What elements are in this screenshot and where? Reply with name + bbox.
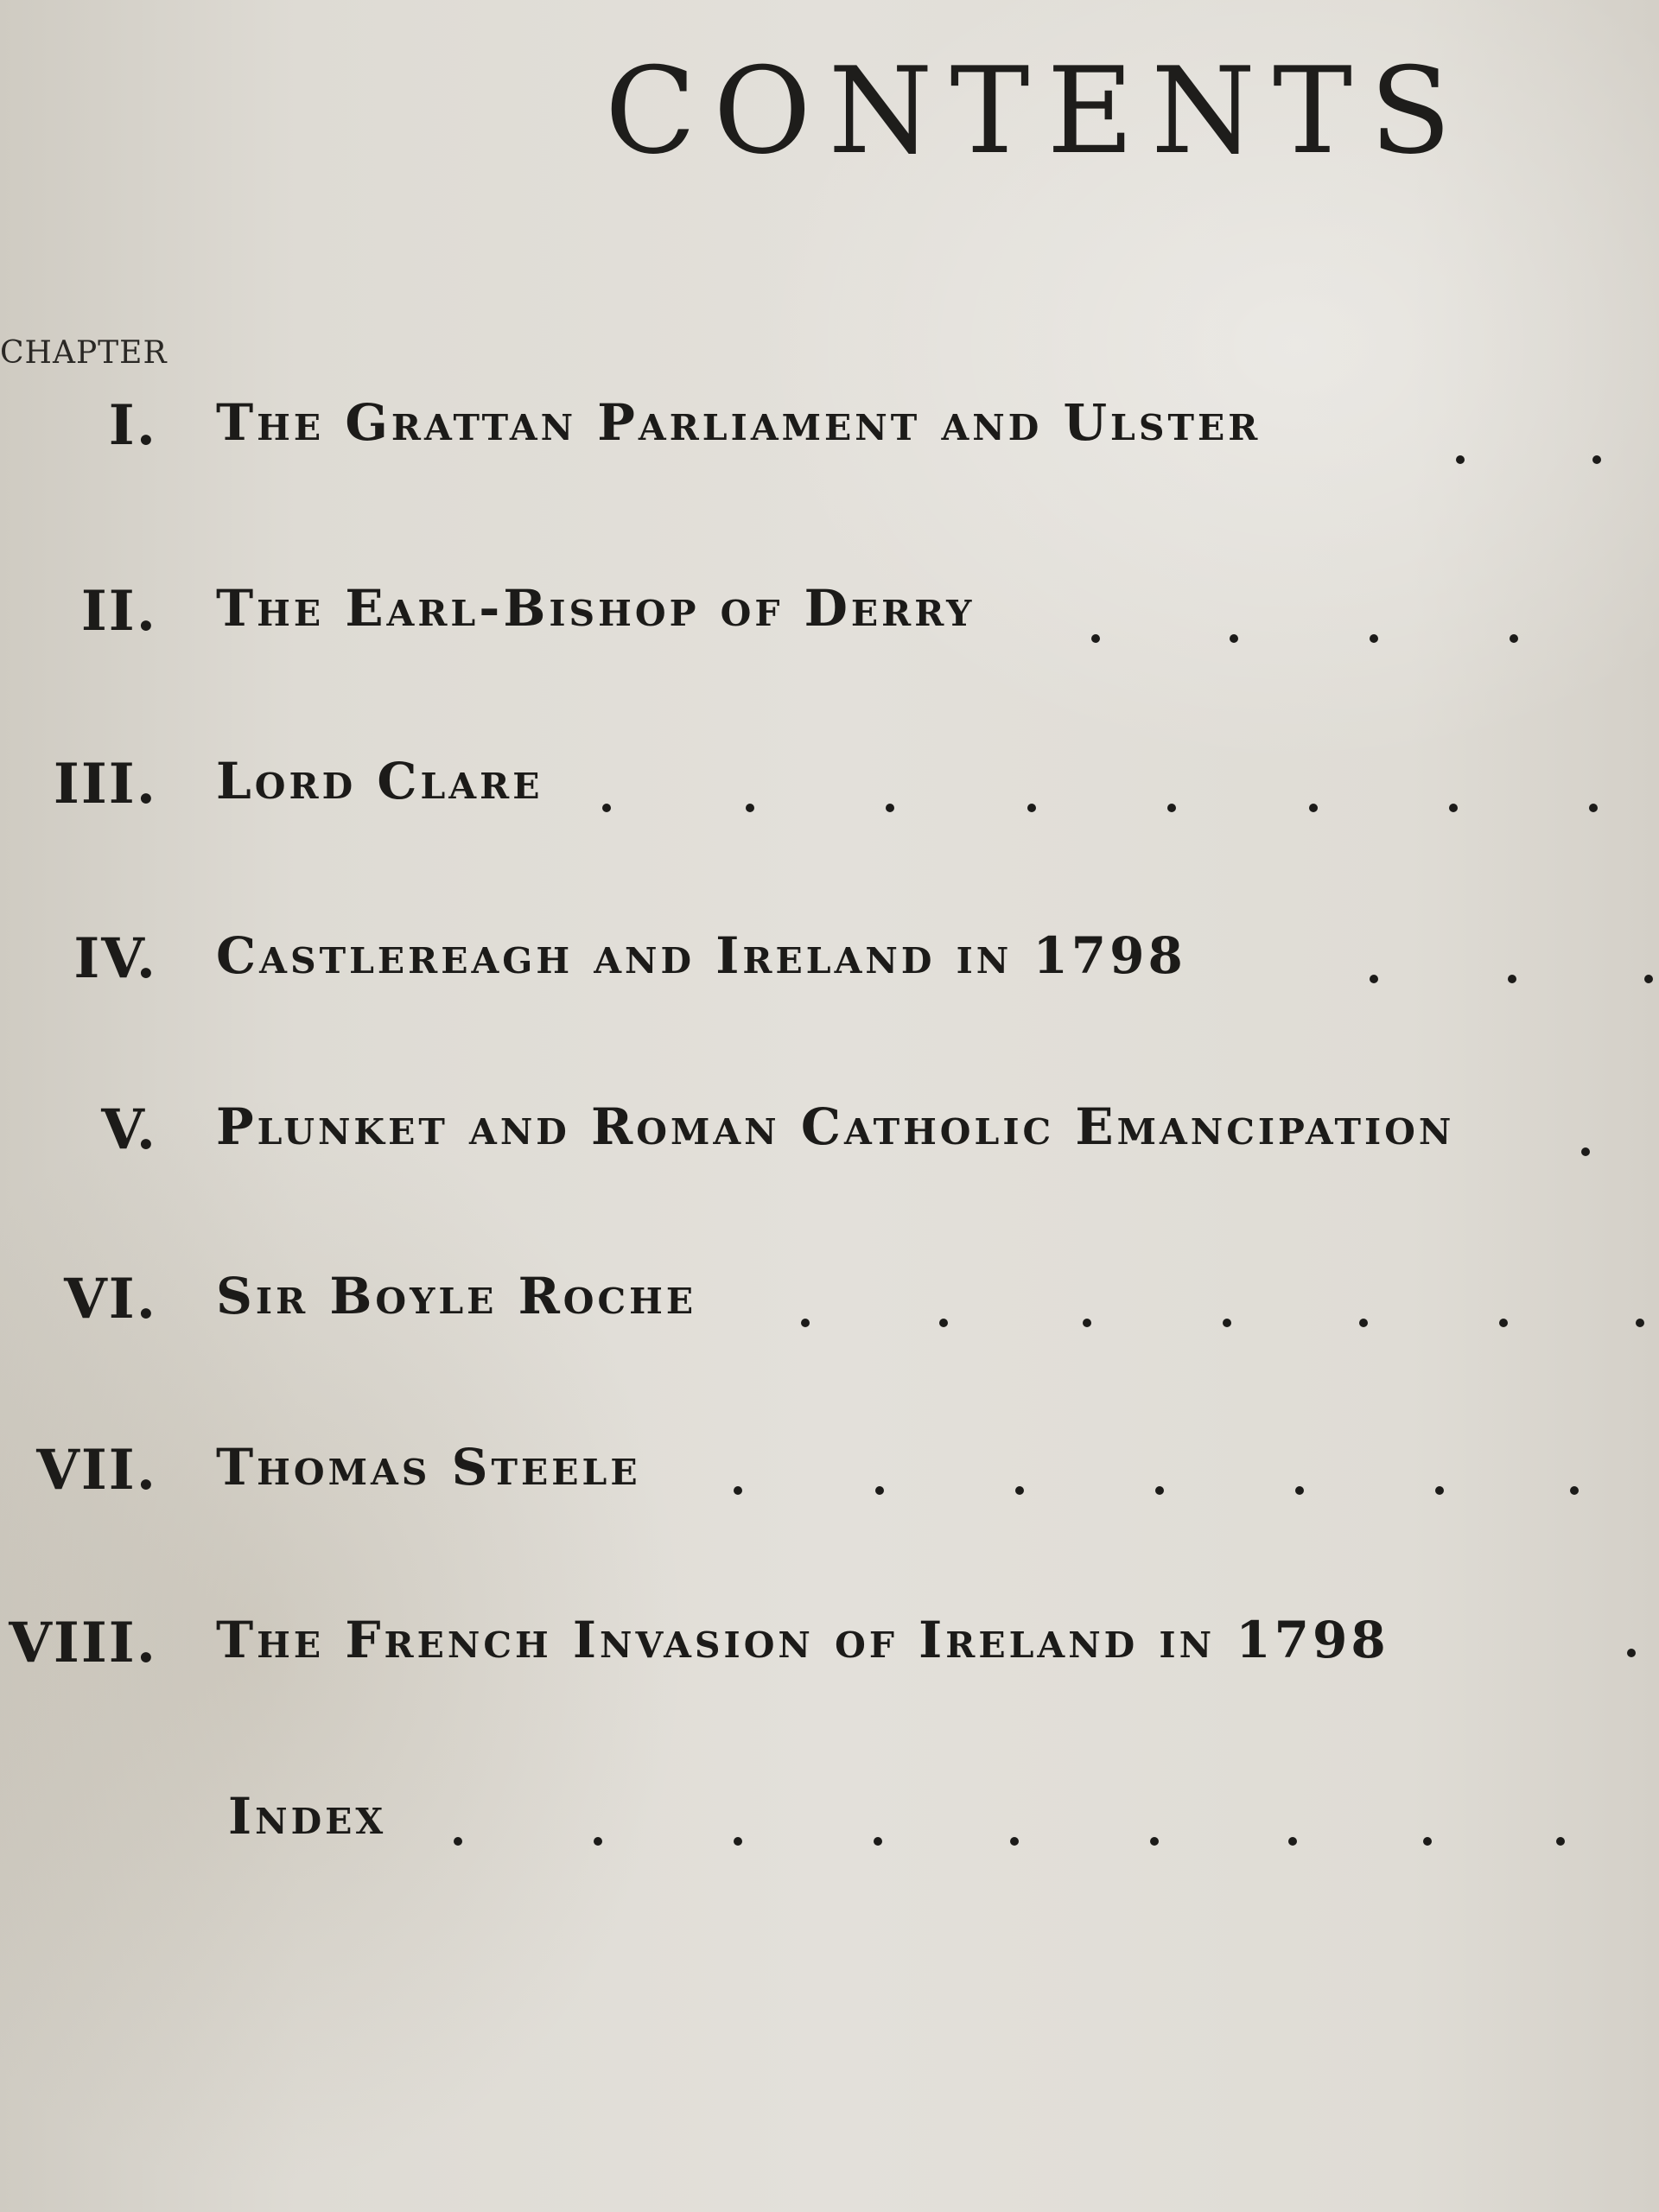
leader-dot bbox=[1015, 1486, 1024, 1495]
leader-dot bbox=[1083, 1319, 1091, 1327]
leader-dot bbox=[1556, 1837, 1565, 1846]
toc-entry-6 bbox=[0, 1267, 1659, 1362]
leader-dot bbox=[602, 804, 611, 812]
leader-dot bbox=[1230, 634, 1238, 643]
leader-dot bbox=[1309, 804, 1318, 812]
toc-entry-5 bbox=[0, 1097, 1659, 1192]
toc-entry-index bbox=[0, 1787, 1659, 1882]
chapter-column-label: CHAPTER bbox=[0, 335, 168, 371]
chapter-numeral: III. bbox=[53, 752, 157, 817]
leader-dot bbox=[1570, 1486, 1579, 1495]
leader-dot bbox=[1359, 1319, 1368, 1327]
leader-dot bbox=[1370, 634, 1378, 643]
chapter-numeral: II. bbox=[80, 579, 157, 644]
leader-dot bbox=[1592, 455, 1601, 464]
leader-dot bbox=[1636, 1319, 1644, 1327]
leader-dot bbox=[801, 1319, 810, 1327]
leader-dot bbox=[875, 1486, 884, 1495]
leader-dot bbox=[1508, 975, 1516, 983]
toc-entry-2 bbox=[0, 579, 1659, 674]
leader-dot bbox=[1423, 1837, 1432, 1846]
chapter-numeral: IV. bbox=[73, 926, 157, 991]
leader-dot bbox=[1627, 1649, 1636, 1657]
toc-entry-4 bbox=[0, 926, 1659, 1021]
toc-entry-8 bbox=[0, 1611, 1659, 1706]
chapter-title: Thomas Steele bbox=[216, 1438, 641, 1497]
leader-dot bbox=[594, 1837, 602, 1846]
chapter-title: The French Invasion of Ireland in 1798 bbox=[216, 1611, 1389, 1669]
chapter-title: The Earl-Bishop of Derry bbox=[216, 579, 976, 638]
chapter-title: Castlereagh and Ireland in 1798 bbox=[216, 926, 1186, 985]
toc-entry-1 bbox=[0, 393, 1659, 488]
leader-dot bbox=[734, 1486, 742, 1495]
toc-entry-3 bbox=[0, 752, 1659, 847]
leader-dot bbox=[1644, 975, 1653, 983]
leader-dot bbox=[1449, 804, 1458, 812]
leader-dot bbox=[1581, 1147, 1590, 1156]
page-title: CONTENTS bbox=[605, 41, 1469, 181]
leader-dot bbox=[1499, 1319, 1508, 1327]
chapter-title: Sir Boyle Roche bbox=[216, 1267, 697, 1325]
leader-dot bbox=[454, 1837, 462, 1846]
chapter-numeral: VIII. bbox=[9, 1611, 157, 1675]
toc-entry-7 bbox=[0, 1438, 1659, 1533]
leader-dot bbox=[886, 804, 894, 812]
chapter-numeral: VII. bbox=[36, 1438, 157, 1503]
chapter-numeral: VI. bbox=[64, 1267, 157, 1332]
leader-dot bbox=[939, 1319, 948, 1327]
leader-dot bbox=[1027, 804, 1036, 812]
leader-dot bbox=[734, 1837, 742, 1846]
chapter-title: Plunket and Roman Catholic Emancipation bbox=[216, 1097, 1455, 1156]
leader-dot bbox=[1370, 975, 1378, 983]
leader-dot bbox=[1150, 1837, 1159, 1846]
index-title: Index bbox=[228, 1787, 387, 1846]
leader-dot bbox=[1295, 1486, 1304, 1495]
leader-dot bbox=[1155, 1486, 1164, 1495]
leader-dot bbox=[746, 804, 754, 812]
chapter-title: Lord Clare bbox=[216, 752, 543, 810]
chapter-numeral: V. bbox=[101, 1097, 157, 1162]
leader-dot bbox=[874, 1837, 882, 1846]
leader-dot bbox=[1288, 1837, 1297, 1846]
leader-dot bbox=[1589, 804, 1598, 812]
chapter-numeral: I. bbox=[108, 393, 157, 458]
leader-dot bbox=[1167, 804, 1176, 812]
leader-dot bbox=[1456, 455, 1465, 464]
leader-dot bbox=[1510, 634, 1518, 643]
leader-dot bbox=[1091, 634, 1100, 643]
chapter-title: The Grattan Parliament and Ulster bbox=[216, 393, 1262, 452]
leader-dot bbox=[1010, 1837, 1019, 1846]
leader-dot bbox=[1223, 1319, 1231, 1327]
leader-dot bbox=[1435, 1486, 1444, 1495]
